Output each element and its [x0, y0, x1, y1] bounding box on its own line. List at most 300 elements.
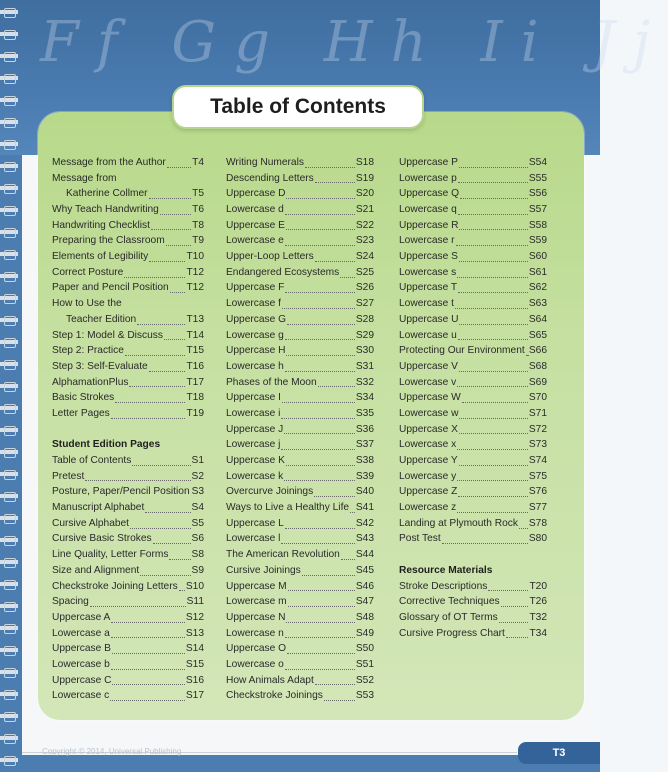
toc-entry: [399, 186, 547, 202]
toc-entry-label: Teacher Edition: [66, 313, 137, 325]
toc-entry-page: S57: [528, 204, 547, 216]
toc-entry-label: Uppercase P: [399, 156, 458, 168]
toc-entry: [399, 312, 547, 328]
toc-entry-page: S52: [355, 674, 374, 686]
dot-leader: [462, 391, 528, 403]
binding-ring: [4, 668, 16, 678]
toc-entry: [399, 422, 547, 438]
toc-entry-page: S11: [186, 596, 204, 608]
toc-entry-label: Size and Alignment: [52, 564, 140, 576]
toc-entry-label: Phases of the Moon: [226, 376, 317, 388]
toc-entry: [226, 296, 374, 312]
teacher-section-list: [52, 155, 204, 422]
toc-entry-label: Uppercase N: [226, 611, 286, 623]
dot-leader: [457, 469, 528, 481]
dot-leader: [457, 266, 528, 278]
toc-entry-page: T17: [186, 376, 204, 388]
toc-entry-page: S34: [355, 392, 374, 404]
toc-entry: [399, 296, 547, 312]
toc-entry: [226, 186, 374, 202]
toc-entry-page: S23: [355, 235, 374, 247]
binding-ring: [4, 294, 16, 304]
dot-leader: [499, 611, 529, 623]
binding-ring: [4, 536, 16, 546]
binding-ring: [4, 734, 16, 744]
toc-entry-label: Glossary of OT Terms: [399, 611, 498, 623]
toc-entry-label: Uppercase T: [399, 282, 458, 294]
toc-entry-page: T9: [192, 235, 204, 247]
toc-entry: [226, 202, 374, 218]
toc-entry-label: Uppercase E: [226, 219, 285, 231]
dot-leader: [285, 328, 355, 340]
toc-entry: [226, 657, 374, 673]
toc-entry: [226, 437, 374, 453]
dot-leader: [460, 187, 528, 199]
toc-entry-label: Checkstroke Joining Letters: [52, 580, 178, 592]
toc-entry: [399, 218, 547, 234]
toc-entry-page: S64: [528, 313, 547, 325]
toc-entry-page: S16: [185, 674, 204, 686]
toc-column-2: [226, 155, 374, 704]
dot-leader: [112, 673, 184, 685]
toc-entry-label: Step 2: Practice: [52, 345, 124, 357]
toc-entry-page: S78: [528, 517, 547, 529]
toc-entry: [399, 500, 547, 516]
toc-entry-label: Preparing the Classroom: [52, 235, 165, 247]
binding-ring: [4, 316, 16, 326]
binding-ring: [4, 712, 16, 722]
binding-ring: [4, 360, 16, 370]
toc-entry: [399, 579, 547, 595]
binding-ring: [4, 206, 16, 216]
toc-entry-page: T8: [192, 219, 204, 231]
toc-entry: [226, 218, 374, 234]
toc-entry-page: S10: [185, 580, 204, 592]
page-number: T3: [552, 747, 566, 759]
page-number-tab: [518, 742, 600, 764]
toc-entry-page: S25: [355, 266, 374, 278]
toc-entry: [226, 171, 374, 187]
binding-ring: [4, 118, 16, 128]
toc-entry-label: Uppercase J: [226, 423, 284, 435]
toc-entry-label: Uppercase W: [399, 392, 461, 404]
toc-entry: [52, 673, 204, 689]
toc-entry: [226, 532, 374, 548]
toc-entry: [399, 437, 547, 453]
binding-ring: [4, 690, 16, 700]
toc-entry-page: T12: [186, 266, 204, 278]
toc-entry: [52, 594, 204, 610]
toc-entry-page: S55: [528, 172, 547, 184]
toc-entry-page: S38: [355, 455, 374, 467]
toc-entry-label: Uppercase Q: [399, 188, 460, 200]
toc-entry-label: How to Use the: [52, 298, 122, 310]
dot-leader: [456, 234, 528, 246]
dot-leader: [169, 548, 190, 560]
dot-leader: [288, 579, 355, 591]
dot-leader: [458, 328, 528, 340]
dot-leader: [285, 281, 355, 293]
toc-entry-page: S66: [528, 345, 547, 357]
toc-entry-page: S76: [528, 486, 547, 498]
dot-leader: [281, 407, 354, 419]
toc-entry-label: Uppercase I: [226, 392, 281, 404]
spacer: [52, 422, 204, 438]
toc-entry: [52, 265, 204, 281]
column-3-list: [399, 155, 547, 547]
dot-leader: [318, 375, 355, 387]
dot-leader: [506, 626, 529, 638]
toc-entry-page: S65: [528, 329, 547, 341]
toc-entry: [226, 688, 374, 704]
toc-entry-page: T18: [186, 392, 204, 404]
toc-entry-label: Lowercase a: [52, 627, 110, 639]
toc-entry: [52, 296, 204, 312]
toc-entry-page: S9: [191, 564, 204, 576]
toc-entry-label: Uppercase L: [226, 517, 284, 529]
toc-entry-page: T13: [186, 313, 204, 325]
toc-entry-page: S27: [355, 298, 374, 310]
binding-ring: [4, 140, 16, 150]
dot-leader: [315, 171, 355, 183]
toc-entry: [399, 265, 547, 281]
binding-ring: [4, 756, 16, 766]
toc-entry: [399, 171, 547, 187]
toc-entry-label: Lowercase u: [399, 329, 457, 341]
toc-entry-page: S53: [355, 690, 374, 702]
toc-entry-label: Lowercase n: [226, 627, 284, 639]
dot-leader: [340, 266, 355, 278]
toc-entry: [399, 453, 547, 469]
dot-leader: [286, 611, 354, 623]
dot-leader: [282, 391, 355, 403]
toc-entry: [226, 516, 374, 532]
toc-entry-label: Uppercase B: [52, 643, 111, 655]
toc-entry-label: Uppercase D: [226, 188, 286, 200]
binding-ring: [4, 30, 16, 40]
toc-entry: [226, 563, 374, 579]
dot-leader: [457, 438, 528, 450]
toc-entry: [226, 610, 374, 626]
toc-entry: [226, 673, 374, 689]
toc-entry-label: Lowercase l: [226, 533, 281, 545]
toc-entry: [399, 532, 547, 548]
toc-entry-page: S14: [185, 643, 204, 655]
toc-entry-label: Lowercase c: [52, 690, 110, 702]
toc-entry: [52, 343, 204, 359]
toc-entry: [52, 281, 204, 297]
toc-entry: [226, 375, 374, 391]
dot-leader: [286, 187, 354, 199]
binding-ring: [4, 272, 16, 282]
toc-entry-page: T15: [186, 345, 204, 357]
toc-entry-label: Manuscript Alphabet: [52, 502, 145, 514]
toc-entry: [52, 657, 204, 673]
toc-entry-label: Uppercase A: [52, 611, 111, 623]
toc-entry: [52, 249, 204, 265]
toc-entry: [226, 484, 374, 500]
toc-entry-label: Landing at Plymouth Rock: [399, 517, 518, 529]
dot-leader: [140, 564, 190, 576]
toc-entry-page: T4: [192, 156, 204, 168]
toc-entry-label: Lowercase x: [399, 439, 457, 451]
dot-leader: [85, 469, 190, 481]
binding-ring: [4, 184, 16, 194]
toc-entry-page: S26: [355, 282, 374, 294]
toc-entry-page: S24: [355, 251, 374, 263]
toc-entry-page: S75: [528, 470, 547, 482]
dot-leader: [130, 517, 191, 529]
toc-entry-label: Lowercase r: [399, 235, 455, 247]
toc-entry-page: S31: [355, 360, 374, 372]
dot-leader: [324, 689, 355, 701]
toc-entry-label: Basic Strokes: [52, 392, 115, 404]
binding-ring: [4, 448, 16, 458]
toc-entry-label: Cursive Progress Chart: [399, 627, 505, 639]
toc-entry-label: Lowercase q: [399, 204, 457, 216]
toc-entry-page: S28: [355, 313, 374, 325]
dot-leader: [129, 375, 185, 387]
toc-entry: [52, 359, 204, 375]
dot-leader: [285, 360, 355, 372]
toc-entry-label: Uppercase Z: [399, 486, 458, 498]
dot-leader: [286, 454, 355, 466]
dot-leader: [459, 422, 528, 434]
toc-entry: [52, 610, 204, 626]
dot-leader: [111, 407, 186, 419]
toc-entry: [399, 328, 547, 344]
dot-leader: [110, 689, 185, 701]
dot-leader: [341, 548, 355, 560]
toc-entry-label: Uppercase S: [399, 251, 458, 263]
toc-entry-page: S2: [191, 470, 204, 482]
toc-entry-label: Lowercase m: [226, 596, 287, 608]
toc-entry-page: S48: [355, 611, 374, 623]
toc-entry: [52, 328, 204, 344]
dot-leader: [459, 313, 527, 325]
toc-entry-page: S39: [355, 470, 374, 482]
toc-entry: [52, 484, 204, 500]
toc-entry-page: S5: [191, 517, 204, 529]
toc-entry: [399, 594, 547, 610]
dot-leader: [285, 658, 355, 670]
toc-entry: [52, 155, 204, 171]
binding-ring: [4, 558, 16, 568]
resource-materials-list: [399, 579, 547, 642]
toc-entry-page: S8: [191, 549, 204, 561]
toc-entry-page: S47: [355, 596, 374, 608]
toc-entry-label: The American Revolution: [226, 549, 340, 561]
toc-entry-page: T5: [192, 188, 204, 200]
dot-leader: [179, 579, 185, 591]
dot-leader: [286, 344, 354, 356]
toc-entry: [52, 500, 204, 516]
toc-entry-label: Message from the Author: [52, 156, 166, 168]
toc-entry: [399, 406, 547, 422]
dot-leader: [459, 407, 527, 419]
toc-entry: [399, 155, 547, 171]
dot-leader: [281, 532, 354, 544]
dot-leader: [458, 485, 528, 497]
binding-ring: [4, 492, 16, 502]
toc-entry-page: S30: [355, 345, 374, 357]
toc-entry-label: Protecting Our Environment: [399, 345, 525, 357]
dot-leader: [125, 344, 186, 356]
toc-entry: [52, 563, 204, 579]
dot-leader: [137, 313, 185, 325]
dot-leader: [149, 187, 192, 199]
toc-entry-label: Lowercase b: [52, 658, 110, 670]
toc-entry-page: S20: [355, 188, 374, 200]
toc-entry-label: Lowercase i: [226, 407, 281, 419]
toc-entry: [226, 343, 374, 359]
toc-entry-label: Step 1: Model & Discuss: [52, 329, 163, 341]
toc-entry: [226, 328, 374, 344]
dot-leader: [123, 298, 203, 309]
dot-leader: [111, 626, 185, 638]
toc-entry-page: S29: [355, 329, 374, 341]
toc-entry: [52, 453, 204, 469]
dot-leader: [459, 454, 528, 466]
binding-ring: [4, 74, 16, 84]
toc-entry: [399, 469, 547, 485]
dot-leader: [455, 297, 528, 309]
toc-entry-page: S18: [355, 156, 374, 168]
dot-leader: [285, 203, 355, 215]
dot-leader: [457, 501, 528, 513]
toc-entry-label: How Animals Adapt: [226, 674, 314, 686]
toc-entry-label: Uppercase Y: [399, 455, 458, 467]
dot-leader: [151, 218, 191, 230]
toc-entry-label: Uppercase M: [226, 580, 287, 592]
binding-ring: [4, 228, 16, 238]
dot-leader: [458, 203, 528, 215]
toc-entry: [52, 202, 204, 218]
toc-entry-label: Ways to Live a Healthy Life: [226, 502, 350, 514]
toc-entry-label: Letter Pages: [52, 407, 110, 419]
toc-entry-label: Paper and Pencil Position: [52, 282, 169, 294]
toc-entry-page: S74: [528, 455, 547, 467]
toc-entry: [52, 579, 204, 595]
dot-leader: [284, 422, 355, 434]
toc-entry-label: Cursive Basic Strokes: [52, 533, 152, 545]
binding-ring: [4, 624, 16, 634]
toc-entry-label: Writing Numerals: [226, 156, 304, 168]
toc-entry-page: S21: [355, 204, 374, 216]
toc-entry-page: S69: [528, 376, 547, 388]
toc-entry-page: S59: [528, 235, 547, 247]
toc-entry-page: S61: [528, 266, 547, 278]
toc-entry: [226, 281, 374, 297]
toc-entry-page: S37: [355, 439, 374, 451]
toc-entry-page: S36: [355, 423, 374, 435]
dot-leader: [145, 501, 190, 513]
toc-entry-page: S4: [191, 502, 204, 514]
dot-leader: [118, 172, 203, 183]
toc-entry-page: T20: [529, 580, 547, 592]
toc-entry: [399, 610, 547, 626]
cursive-letters-watermark: Ff Gg Hh Ii Jj: [40, 10, 668, 75]
toc-entry: [226, 500, 374, 516]
page-title: Table of Contents: [210, 95, 386, 118]
toc-entry-page: S35: [355, 407, 374, 419]
toc-entry-label: Lowercase h: [226, 360, 284, 372]
toc-entry-page: T6: [192, 204, 204, 216]
toc-entry: [52, 218, 204, 234]
toc-entry: [399, 484, 547, 500]
dot-leader: [287, 313, 355, 325]
toc-entry-page: S68: [528, 360, 547, 372]
dot-leader: [149, 250, 185, 262]
toc-entry-label: Lowercase k: [226, 470, 284, 482]
toc-entry-label: Lowercase o: [226, 658, 284, 670]
dot-leader: [285, 234, 355, 246]
dot-leader: [458, 281, 528, 293]
student-edition-heading: Student Edition Pages: [52, 439, 161, 451]
toc-entry: [399, 249, 547, 265]
toc-entry-page: S13: [185, 627, 204, 639]
dot-leader: [458, 171, 528, 183]
toc-entry: [52, 547, 204, 563]
toc-entry-label: Cursive Joinings: [226, 564, 301, 576]
toc-entry-label: Upper-Loop Letters: [226, 251, 314, 263]
toc-entry: [399, 343, 547, 359]
toc-entry: [399, 233, 547, 249]
dot-leader: [166, 234, 191, 246]
toc-entry-label: Spacing: [52, 596, 89, 608]
toc-entry-page: S22: [355, 219, 374, 231]
toc-entry-page: S3: [191, 486, 205, 498]
toc-column-1: [52, 155, 204, 704]
dot-leader: [132, 454, 190, 466]
toc-entry-label: Handwriting Checklist: [52, 219, 150, 231]
dot-leader: [160, 203, 191, 215]
toc-entry: [226, 422, 374, 438]
toc-entry-page: S54: [528, 156, 547, 168]
dot-leader: [284, 469, 355, 481]
column-2-list: [226, 155, 374, 704]
toc-entry: [226, 390, 374, 406]
dot-leader: [90, 595, 186, 607]
toc-entry-page: S42: [355, 517, 374, 529]
toc-entry-label: Lowercase s: [399, 266, 457, 278]
toc-entry: [226, 579, 374, 595]
toc-entry-page: S62: [528, 282, 547, 294]
copyright-text: Copyright © 2014, Universal Publishing: [42, 747, 182, 756]
toc-entry-page: T12: [186, 282, 204, 294]
dot-leader: [519, 517, 528, 529]
toc-entry-page: T34: [529, 627, 547, 639]
toc-entry: [226, 547, 374, 563]
toc-entry-label: Lowercase j: [226, 439, 281, 451]
toc-entry: [399, 626, 547, 642]
toc-entry: [226, 469, 374, 485]
toc-entry-label: Pretest: [52, 470, 85, 482]
binding-ring: [4, 404, 16, 414]
dot-leader: [526, 344, 528, 356]
dot-leader: [315, 673, 355, 685]
toc-entry-label: Katherine Collmer: [66, 188, 148, 200]
toc-entry-label: Table of Contents: [52, 455, 132, 467]
toc-entry: [399, 281, 547, 297]
dot-leader: [314, 485, 355, 497]
toc-entry-page: S63: [528, 298, 547, 310]
dot-leader: [111, 611, 185, 623]
toc-entry: [52, 516, 204, 532]
toc-entry: [226, 641, 374, 657]
dot-leader: [167, 156, 191, 168]
toc-entry: [52, 641, 204, 657]
